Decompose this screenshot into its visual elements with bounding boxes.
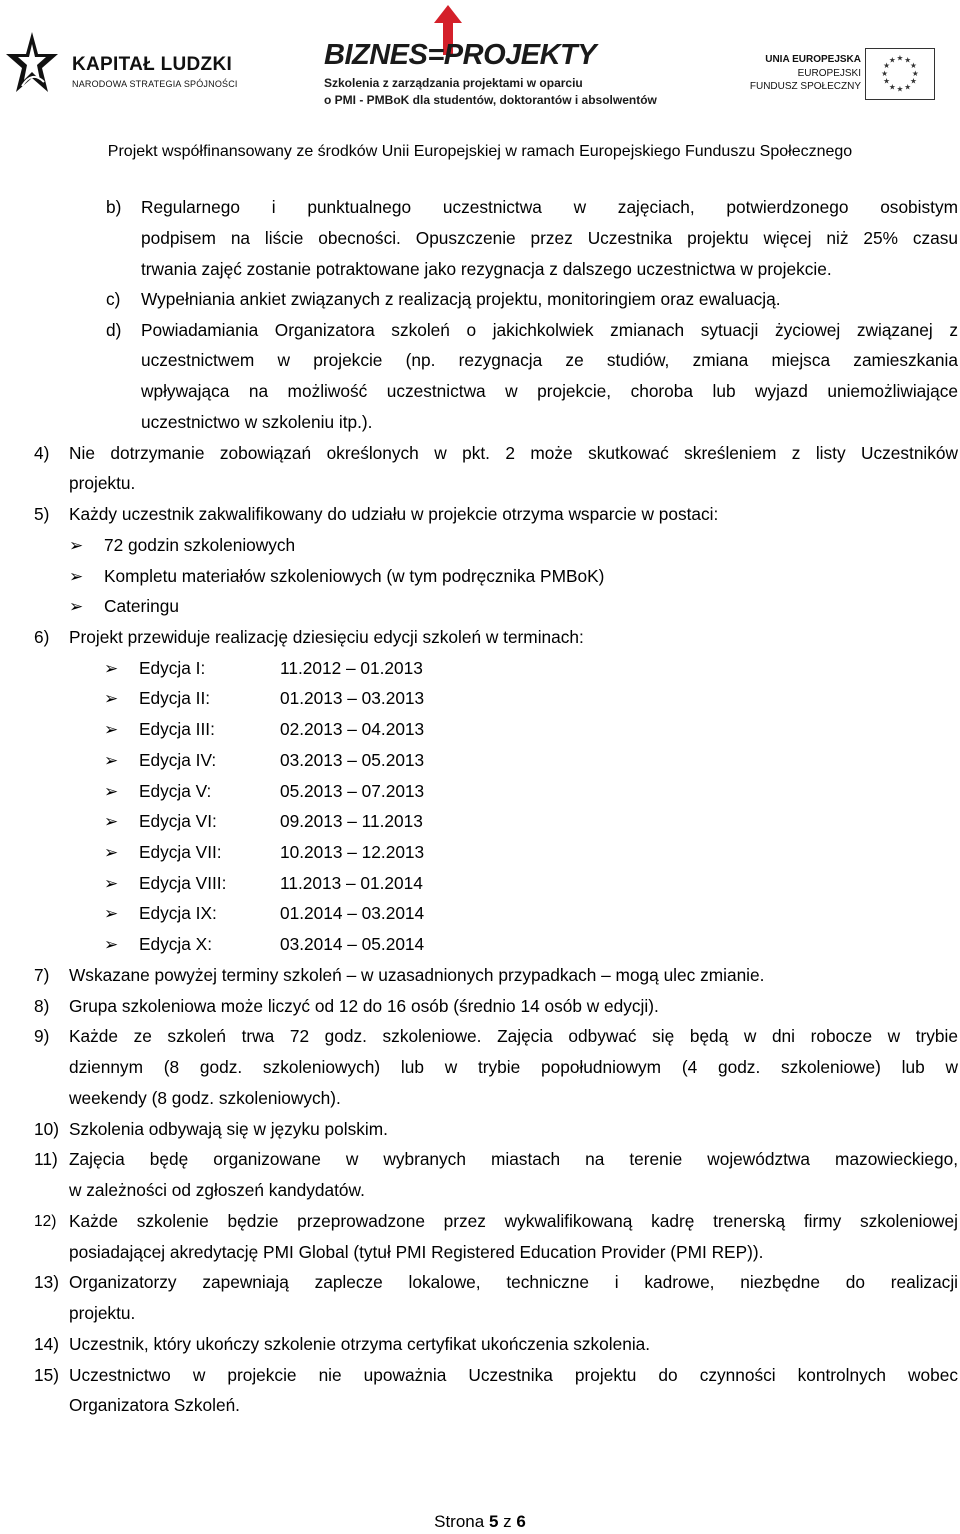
edition-dates: 03.2013 – 05.2013 (280, 750, 425, 770)
svg-text:★: ★ (883, 61, 890, 71)
arrow-bullet-icon: ➢ (104, 812, 119, 831)
item-5-text-line-1: Każdy uczestnik zakwalifikowany do udziału w projekcie otrzyma wsparcie w postaci: (69, 504, 719, 524)
arrow-bullet-icon: ➢ (104, 751, 119, 770)
page-current: 5 (488, 1512, 499, 1531)
item-8-number: 8) (34, 996, 50, 1016)
edition-label: Edycja VIII: (139, 873, 227, 893)
kapital-ludzki-title: KAPITAŁ LUDZKI (72, 54, 233, 75)
item-11-number: 11) (34, 1149, 58, 1169)
item-d-text-line-2: uczestnictwem w projekcie (np. rezygnacja ze studiów, zmiana miejsca zamieszkania (141, 350, 958, 370)
support-list-item: Cateringu (104, 596, 179, 616)
eu-flag-icon (865, 48, 935, 100)
item-9-number: 9) (34, 1026, 50, 1046)
item-13-text-line-1: Organizatorzy zapewniają zaplecze lokalowe, techniczne i kadrowe, niezbędne do realizacji (69, 1272, 958, 1292)
edition-label: Edycja II: (139, 688, 211, 708)
item-11-text-line-1: Zajęcia będę organizowane w wybranych miastach na terenie województwa mazowieckiego, (69, 1149, 958, 1169)
edition-dates: 02.2013 – 04.2013 (280, 719, 425, 739)
biznes-projekty-subtitle-1: Szkolenia z zarządzania projektami w oparciu (324, 76, 583, 90)
item-9-text-line-3: weekendy (8 godz. szkoleniowych). (69, 1088, 341, 1108)
eu-logo-line-1: UNIA EUROPEJSKA (765, 54, 861, 65)
edition-label: Edycja IX: (139, 903, 217, 923)
edition-label: Edycja VI: (139, 811, 217, 831)
item-9-text-line-1: Każde ze szkoleń trwa 72 godz. szkoleniowe. Zajęcia odbywać się będą w dni robocze w trybie (69, 1026, 958, 1046)
edition-label: Edycja III: (139, 719, 215, 739)
support-list-item: Kompletu materiałów szkoleniowych (w tym podręcznika PMBoK) (104, 566, 605, 586)
eu-logo-line-2: EUROPEJSKI (797, 68, 861, 79)
item-12-text-line-1: Każde szkolenie będzie przeprowadzone przez wykwalifikowaną kadrę trenerską firmy szkoleniowej (69, 1211, 958, 1231)
biznes-projekty-title: BIZNES=PROJEKTY (324, 39, 597, 71)
arrow-bullet-icon: ➢ (104, 935, 119, 954)
item-15-text-line-1: Uczestnictwo w projekcie nie upoważnia Uczestnika projektu do czynności kontrolnych wobec (69, 1365, 958, 1385)
eu-logo-line-3: FUNDUSZ SPOŁECZNY (749, 81, 861, 92)
item-10-text-line-1: Szkolenia odbywają się w języku polskim. (69, 1119, 388, 1139)
svg-text:★: ★ (904, 55, 912, 65)
kapital-ludzki-star-icon (4, 30, 60, 102)
edition-label: Edycja IV: (139, 750, 217, 770)
item-8-text-line-1: Grupa szkoleniowa może liczyć od 12 do 16 osób (średnio 14 osób w edycji). (69, 996, 659, 1016)
item-d-text-line-4: uczestnictwo w szkoleniu itp.). (141, 412, 373, 432)
arrow-bullet-icon: ➢ (69, 536, 84, 555)
item-14-text-line-1: Uczestnik, który ukończy szkolenie otrzyma certyfikat ukończenia szkolenia. (69, 1334, 651, 1354)
arrow-bullet-icon: ➢ (104, 874, 119, 893)
biznes-projekty-logo (324, 5, 657, 111)
edition-dates: 01.2014 – 03.2014 (280, 903, 425, 923)
svg-text:★: ★ (910, 61, 917, 71)
item-14-number: 14) (34, 1334, 59, 1354)
arrow-bullet-icon: ➢ (104, 904, 119, 923)
cofinancing-notice: Projekt współfinansowany ze środków Unii Europejskiej w ramach Europejskiego Funduszu Społecznego (107, 143, 853, 160)
arrow-bullet-icon: ➢ (104, 689, 119, 708)
item-d-number: d) (106, 320, 122, 340)
item-d-text-line-3: wpływająca na możliwość uczestnictwa w projekcie, choroba lub wyjazd uniemożliwiające (141, 381, 958, 401)
item-c-text-line-1: Wypełniania ankiet związanych z realizacją projektu, monitoringiem oraz ewaluacją. (141, 289, 781, 309)
item-12-text-line-2: posiadającej akredytację PMI Global (tytuł PMI Registered Education Provider (PMI REP)). (69, 1242, 764, 1262)
svg-text:★: ★ (911, 68, 919, 78)
arrow-bullet-icon: ➢ (69, 567, 84, 586)
item-5-number: 5) (34, 504, 50, 524)
item-6-number: 6) (34, 627, 50, 647)
svg-text:★: ★ (896, 84, 904, 94)
svg-text:★: ★ (904, 82, 912, 92)
edition-dates: 11.2012 – 01.2013 (280, 658, 423, 678)
edition-label: Edycja V: (139, 781, 212, 801)
item-4-text-line-1: Nie dotrzymanie zobowiązań określonych w pkt. 2 może skutkować skreśleniem z listy Uczestników (69, 443, 958, 463)
arrow-bullet-icon: ➢ (104, 782, 119, 801)
item-6-text-line-1: Projekt przewiduje realizację dziesięciu edycji szkoleń w terminach: (69, 627, 584, 647)
edition-dates: 11.2013 – 01.2014 (280, 873, 423, 893)
item-15-text-line-2: Organizatora Szkoleń. (69, 1395, 240, 1415)
svg-text:★: ★ (910, 76, 917, 86)
kapital-ludzki-subtitle: NARODOWA STRATEGIA SPÓJNOŚCI (72, 79, 238, 89)
edition-dates: 10.2013 – 12.2013 (280, 842, 425, 862)
page-header (0, 0, 960, 175)
arrow-bullet-icon: ➢ (104, 843, 119, 862)
svg-text:★: ★ (888, 82, 896, 92)
item-b-text-line-2: podpisem na liście obecności. Opuszczenie przez Uczestnika projektu więcej niż 25% czasu (141, 228, 958, 248)
page-of-word: z (503, 1512, 512, 1531)
eu-logo (745, 48, 945, 108)
edition-dates: 05.2013 – 07.2013 (280, 781, 425, 801)
item-7-text-line-1: Wskazane powyżej terminy szkoleń – w uzasadnionych przypadkach – mogą ulec zmianie. (69, 965, 765, 985)
edition-label: Edycja X: (139, 934, 212, 954)
item-c-number: c) (106, 289, 121, 309)
item-13-text-line-2: projektu. (69, 1303, 136, 1323)
arrow-bullet-icon: ➢ (104, 659, 119, 678)
item-9-text-line-2: dziennym (8 godz. szkoleniowych) lub w trybie popołudniowym (4 godz. szkoleniowe) lub w (69, 1057, 958, 1077)
edition-dates: 09.2013 – 11.2013 (280, 811, 423, 831)
edition-dates: 01.2013 – 03.2013 (280, 688, 425, 708)
svg-text:★: ★ (896, 53, 904, 63)
edition-dates: 03.2014 – 05.2014 (280, 934, 425, 954)
edition-label: Edycja I: (139, 658, 206, 678)
svg-text:★: ★ (888, 55, 896, 65)
item-d-text-line-1: Powiadamiania Organizatora szkoleń o jakichkolwiek zmianach sytuacji życiowej związanej z (141, 320, 958, 340)
item-13-number: 13) (34, 1272, 59, 1292)
page-word: Strona (434, 1512, 485, 1531)
svg-text:★: ★ (881, 68, 889, 78)
arrow-bullet-icon: ➢ (69, 597, 84, 616)
page-total: 6 (516, 1512, 526, 1531)
biznes-projekty-subtitle-2: o PMI - PMBoK dla studentów, doktorantów i absolwentów (324, 93, 657, 107)
item-10-number: 10) (34, 1119, 59, 1139)
item-11-text-line-2: w zależności od zgłoszeń kandydatów. (69, 1180, 365, 1200)
item-4-text-line-2: projektu. (69, 473, 136, 493)
item-b-text-line-1: Regularnego i punktualnego uczestnictwa w zajęciach, potwierdzonego osobistym (141, 197, 958, 217)
page-number-footer (0, 1512, 960, 1532)
item-12-number: 12) (34, 1213, 57, 1230)
svg-text:★: ★ (883, 76, 890, 86)
item-b-text-line-3: trwania zajęć zostanie potraktowane jako rezygnacja z dalszego uczestnictwa w projekcie. (141, 259, 832, 279)
item-15-number: 15) (34, 1365, 59, 1385)
kapital-ludzki-logo (4, 30, 244, 105)
item-7-number: 7) (34, 965, 50, 985)
item-b-number: b) (106, 197, 122, 217)
support-list-item: 72 godzin szkoleniowych (104, 535, 296, 555)
edition-label: Edycja VII: (139, 842, 222, 862)
arrow-bullet-icon: ➢ (104, 720, 119, 739)
item-4-number: 4) (34, 443, 50, 463)
